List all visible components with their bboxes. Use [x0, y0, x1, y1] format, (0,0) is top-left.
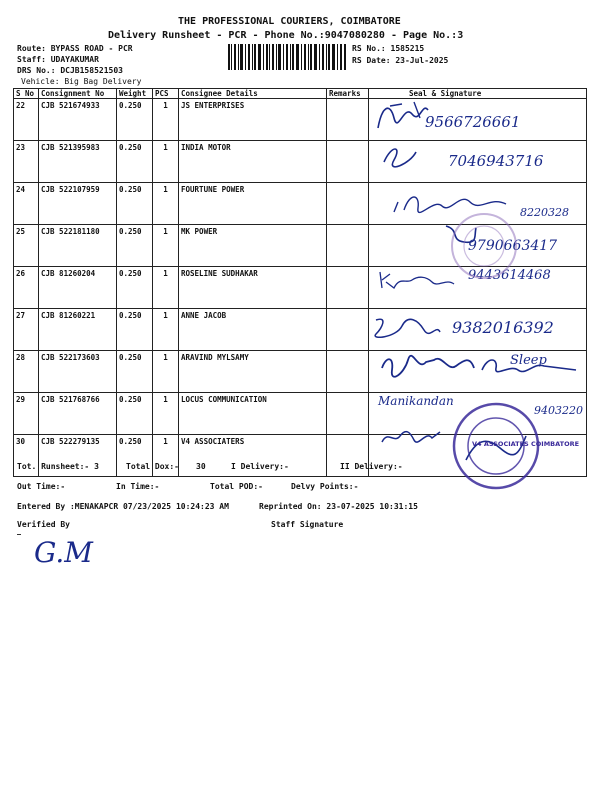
reprinted-on: Reprinted On: 23-07-2025 10:31:15 — [259, 502, 418, 511]
col-seal-signature: Seal & Signature — [369, 89, 587, 99]
ii-delivery: II Delivery:- — [340, 462, 403, 471]
out-time: Out Time:- — [17, 482, 66, 491]
signature-scribble-28 — [378, 350, 578, 380]
cell-sno: 25 — [14, 225, 39, 267]
cell-consignment: CJB 522181180 — [39, 225, 117, 267]
cell-remarks — [327, 225, 369, 267]
verified-by: Verified By — [17, 520, 70, 529]
cell-consignment: CJB 522279135 — [39, 435, 117, 477]
barcode — [228, 44, 346, 70]
handwritten-phone-26: 9443614468 — [468, 268, 551, 283]
handwritten-phone-23: 7046943716 — [448, 152, 544, 170]
tick-mark — [17, 534, 21, 535]
cell-consignment: CJB 521395983 — [39, 141, 117, 183]
total-dox-label: Total Dox:- — [126, 462, 179, 471]
signature-scribble-27 — [372, 314, 442, 342]
cell-pcs: 1 — [153, 435, 179, 477]
cell-consignee: ANNE JACOB — [179, 309, 327, 351]
cell-pcs: 1 — [153, 225, 179, 267]
col-sno: S No — [14, 89, 39, 99]
cell-sno: 28 — [14, 351, 39, 393]
total-pod: Total POD:- — [210, 482, 263, 491]
drs-label: DRS No.: DCJB158521503 — [17, 66, 123, 75]
cell-consignment: CJB 522107959 — [39, 183, 117, 225]
cell-consignment: CJB 522173603 — [39, 351, 117, 393]
cell-weight: 0.250 — [117, 183, 153, 225]
entered-by: Entered By :MENAKAPCR 07/23/2025 10:24:23 AM — [17, 502, 229, 511]
handwritten-note-28: Sleep — [510, 353, 547, 368]
verified-initials: G.M — [34, 536, 93, 569]
cell-weight: 0.250 — [117, 351, 153, 393]
col-weight: Weight — [117, 89, 153, 99]
cell-remarks — [327, 183, 369, 225]
cell-consignee: JS ENTERPRISES — [179, 99, 327, 141]
signature-scribble-30 — [378, 424, 444, 448]
rs-date: RS Date: 23-Jul-2025 — [352, 56, 449, 65]
runsheet-subtitle: Delivery Runsheet - PCR - Phone No.:9047080280 - Page No.:3 — [108, 30, 464, 41]
cell-pcs: 1 — [153, 393, 179, 435]
cell-sno: 24 — [14, 183, 39, 225]
tot-runsheet: Tot. Runsheet:- 3 — [17, 462, 99, 471]
cell-sno: 23 — [14, 141, 39, 183]
company-title: THE PROFESSIONAL COURIERS, COIMBATORE — [178, 16, 401, 27]
cell-pcs: 1 — [153, 267, 179, 309]
cell-consignee: INDIA MOTOR — [179, 141, 327, 183]
cell-weight: 0.250 — [117, 141, 153, 183]
handwritten-phone-22: 9566726661 — [425, 113, 521, 131]
rs-number: RS No.: 1585215 — [352, 44, 425, 53]
cell-consignment: CJB 521674933 — [39, 99, 117, 141]
cell-sno: 26 — [14, 267, 39, 309]
cell-consignee: ROSELINE SUDHAKAR — [179, 267, 327, 309]
cell-consignment: CJB 81260204 — [39, 267, 117, 309]
cell-remarks — [327, 351, 369, 393]
cell-pcs: 1 — [153, 99, 179, 141]
seal-stamp-text: V4 ASSOCIATES COIMBATORE — [472, 440, 580, 448]
col-consignee: Consignee Details — [179, 89, 327, 99]
cell-sno: 30 — [14, 435, 39, 477]
cell-sno: 29 — [14, 393, 39, 435]
col-pcs: PCS — [153, 89, 179, 99]
cell-weight: 0.250 — [117, 225, 153, 267]
cell-consignee: MK POWER — [179, 225, 327, 267]
signature-scribble-22 — [372, 98, 432, 134]
handwritten-phone-29: 9403220 — [534, 404, 583, 417]
handwritten-phone-27: 9382016392 — [452, 318, 554, 337]
cell-consignee: ARAVIND MYLSAMY — [179, 351, 327, 393]
cell-consignment: CJB 521768766 — [39, 393, 117, 435]
cell-pcs: 1 — [153, 309, 179, 351]
cell-weight: 0.250 — [117, 309, 153, 351]
cell-pcs: 1 — [153, 183, 179, 225]
signature-scribble-23 — [380, 142, 420, 170]
i-delivery: I Delivery:- — [231, 462, 289, 471]
cell-consignee: LOCUS COMMUNICATION — [179, 393, 327, 435]
vehicle-label: Vehicle: Big Bag Delivery — [21, 77, 142, 86]
delvy-points: Delvy Points:- — [291, 482, 359, 491]
handwritten-name-29: Manikandan — [378, 394, 454, 408]
cell-consignee: FOURTUNE POWER — [179, 183, 327, 225]
cell-weight: 0.250 — [117, 267, 153, 309]
cell-remarks — [327, 267, 369, 309]
cell-consignee: V4 ASSOCIATERS — [179, 435, 327, 477]
cell-weight: 0.250 — [117, 99, 153, 141]
table-header-row — [14, 89, 587, 99]
handwritten-phone-24: 8220328 — [520, 206, 569, 219]
staff-label: Staff: UDAYAKUMAR — [17, 55, 99, 64]
cell-weight: 0.250 — [117, 393, 153, 435]
col-consignment: Consignment No — [39, 89, 117, 99]
cell-weight: 0.250 — [117, 435, 153, 477]
cell-consignment: CJB 81260221 — [39, 309, 117, 351]
col-remarks: Remarks — [327, 89, 369, 99]
cell-remarks — [327, 99, 369, 141]
in-time: In Time:- — [116, 482, 160, 491]
cell-remarks — [327, 393, 369, 435]
cell-remarks — [327, 141, 369, 183]
cell-sno: 27 — [14, 309, 39, 351]
cell-pcs: 1 — [153, 141, 179, 183]
cell-pcs: 1 — [153, 351, 179, 393]
signature-scribble-26 — [376, 268, 456, 292]
staff-signature: Staff Signature — [271, 520, 344, 529]
total-dox-value: 30 — [196, 462, 206, 471]
cell-sno: 22 — [14, 99, 39, 141]
handwritten-phone-25: 9790663417 — [468, 238, 558, 254]
route-label: Route: BYPASS ROAD - PCR — [17, 44, 133, 53]
cell-remarks — [327, 309, 369, 351]
seal-stamp-faded — [448, 210, 520, 282]
